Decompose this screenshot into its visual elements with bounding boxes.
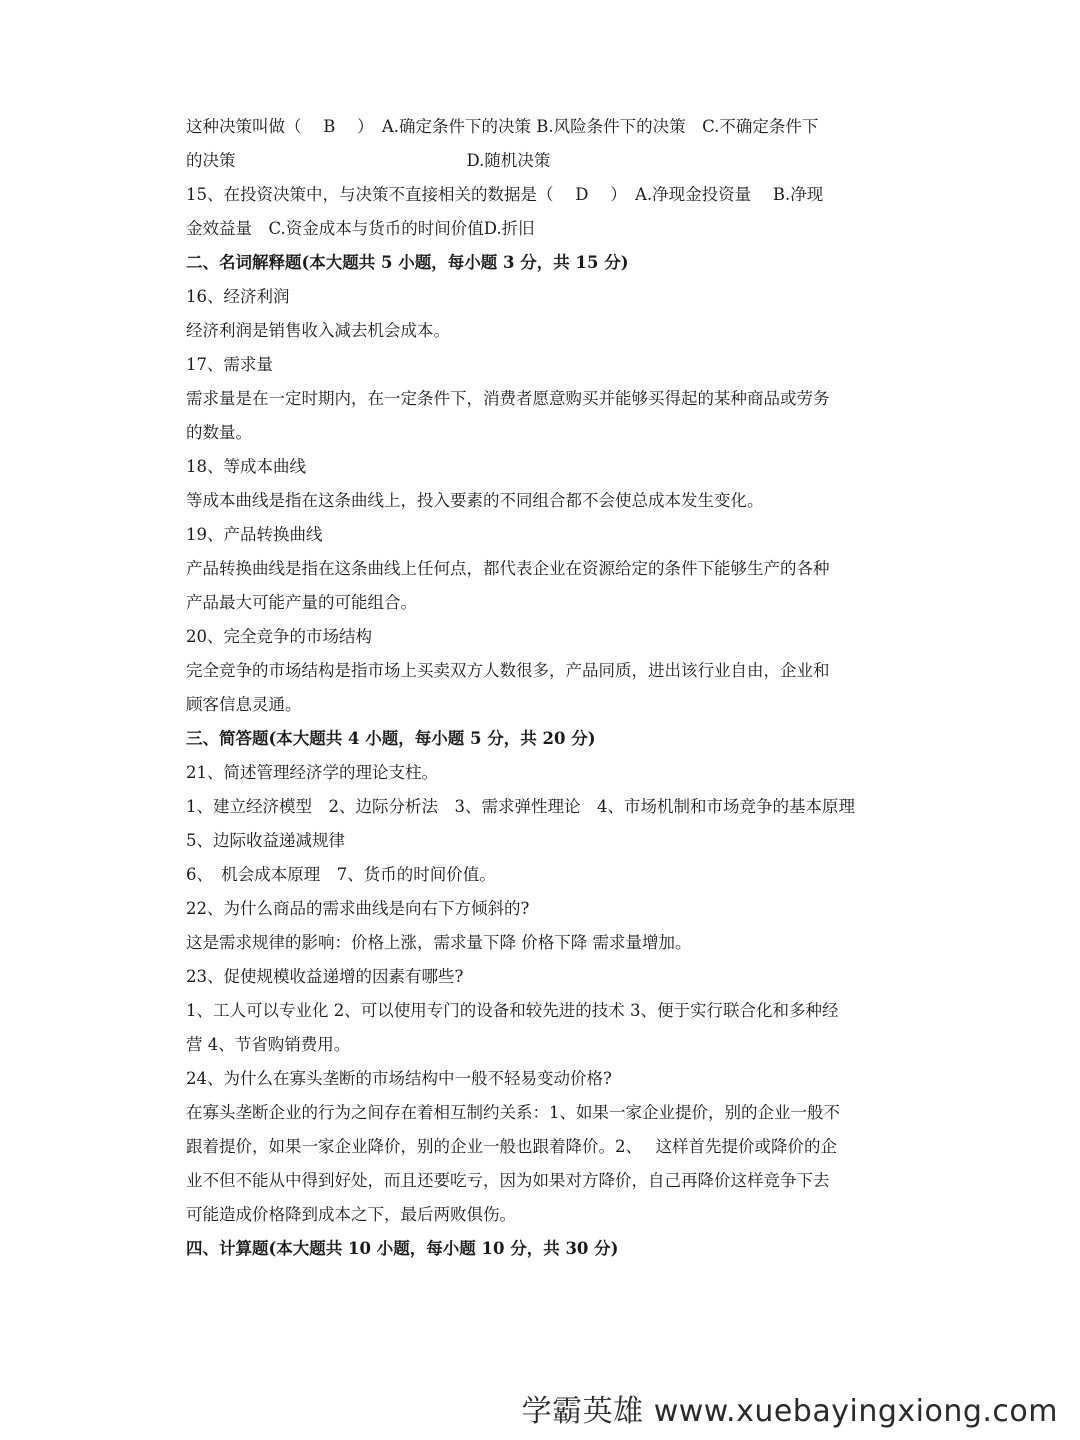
text-line: 产品最大可能产量的可能组合。 bbox=[186, 593, 417, 612]
question-title: 23、促使规模收益递增的因素有哪些? bbox=[186, 967, 464, 986]
text-line: 这是需求规律的影响：价格上涨，需求量下降 价格下降 需求量增加。 bbox=[186, 933, 692, 952]
text-line: 业不但不能从中得到好处，而且还要吃亏，因为如果对方降价，自己再降价这样竞争下去 bbox=[186, 1171, 830, 1190]
text-line: 顾客信息灵通。 bbox=[186, 695, 302, 714]
term-title: 18、等成本曲线 bbox=[186, 457, 306, 476]
section-heading-4: 四、计算题(本大题共 10 小题，每小题 10 分，共 30 分) bbox=[186, 1239, 619, 1258]
text-line: 6、 机会成本原理 7、货币的时间价值。 bbox=[186, 865, 496, 884]
text-line: 5、边际收益递减规律 bbox=[186, 831, 345, 850]
text-line: 产品转换曲线是指在这条曲线上任何点，都代表企业在资源给定的条件下能够生产的各种 bbox=[186, 559, 830, 578]
text-line: 营 4、节省购销费用。 bbox=[186, 1035, 351, 1054]
text-line: 在寡头垄断企业的行为之间存在着相互制约关系：1、如果一家企业提价，别的企业一般不 bbox=[186, 1103, 840, 1122]
question-title: 21、简述管理经济学的理论支柱。 bbox=[186, 763, 438, 782]
text-line: 经济利润是销售收入减去机会成本。 bbox=[186, 321, 450, 340]
text-line: 金效益量 C.资金成本与货币的时间价值D.折旧 bbox=[186, 219, 535, 238]
watermark: 学霸英雄 www.xuebayingxiong.com bbox=[521, 1394, 1058, 1429]
text-line: 完全竞争的市场结构是指市场上买卖双方人数很多，产品同质，进出该行业自由，企业和 bbox=[186, 661, 830, 680]
text-line: 等成本曲线是指在这条曲线上，投入要素的不同组合都不会使总成本发生变化。 bbox=[186, 491, 764, 510]
term-title: 19、产品转换曲线 bbox=[186, 525, 323, 544]
text-line: 的数量。 bbox=[186, 423, 252, 442]
term-title: 20、完全竞争的市场结构 bbox=[186, 627, 372, 646]
text-line: 1、建立经济模型 2、边际分析法 3、需求弹性理论 4、市场机制和市场竞争的基本原理 bbox=[186, 797, 855, 816]
text-line: 15、在投资决策中，与决策不直接相关的数据是（ D ） A.净现金投资量 B.净现 bbox=[186, 185, 824, 204]
term-title: 16、经济利润 bbox=[186, 287, 290, 306]
section-heading-2: 二、名词解释题(本大题共 5 小题，每小题 3 分，共 15 分) bbox=[186, 253, 629, 272]
question-title: 24、为什么在寡头垄断的市场结构中一般不轻易变动价格? bbox=[186, 1069, 612, 1088]
section-heading-3: 三、简答题(本大题共 4 小题，每小题 5 分，共 20 分) bbox=[186, 729, 596, 748]
text-line: 需求量是在一定时期内，在一定条件下，消费者愿意购买并能够买得起的某种商品或劳务 bbox=[186, 389, 830, 408]
text-line: 1、工人可以专业化 2、可以使用专门的设备和较先进的技术 3、便于实行联合化和多种经 bbox=[186, 1001, 839, 1020]
text-line: 的决策 D.随机决策 bbox=[186, 151, 551, 170]
text-line: 可能造成价格降到成本之下，最后两败俱伤。 bbox=[186, 1205, 516, 1224]
text-line: 这种决策叫做（ B ） A.确定条件下的决策 B.风险条件下的决策 C.不确定条件下 bbox=[186, 117, 819, 136]
document-body bbox=[186, 110, 898, 1266]
question-title: 22、为什么商品的需求曲线是向右下方倾斜的? bbox=[186, 899, 530, 918]
text-line: 跟着提价，如果一家企业降价，别的企业一般也跟着降价。2、 这样首先提价或降价的企 bbox=[186, 1137, 837, 1156]
term-title: 17、需求量 bbox=[186, 355, 273, 374]
